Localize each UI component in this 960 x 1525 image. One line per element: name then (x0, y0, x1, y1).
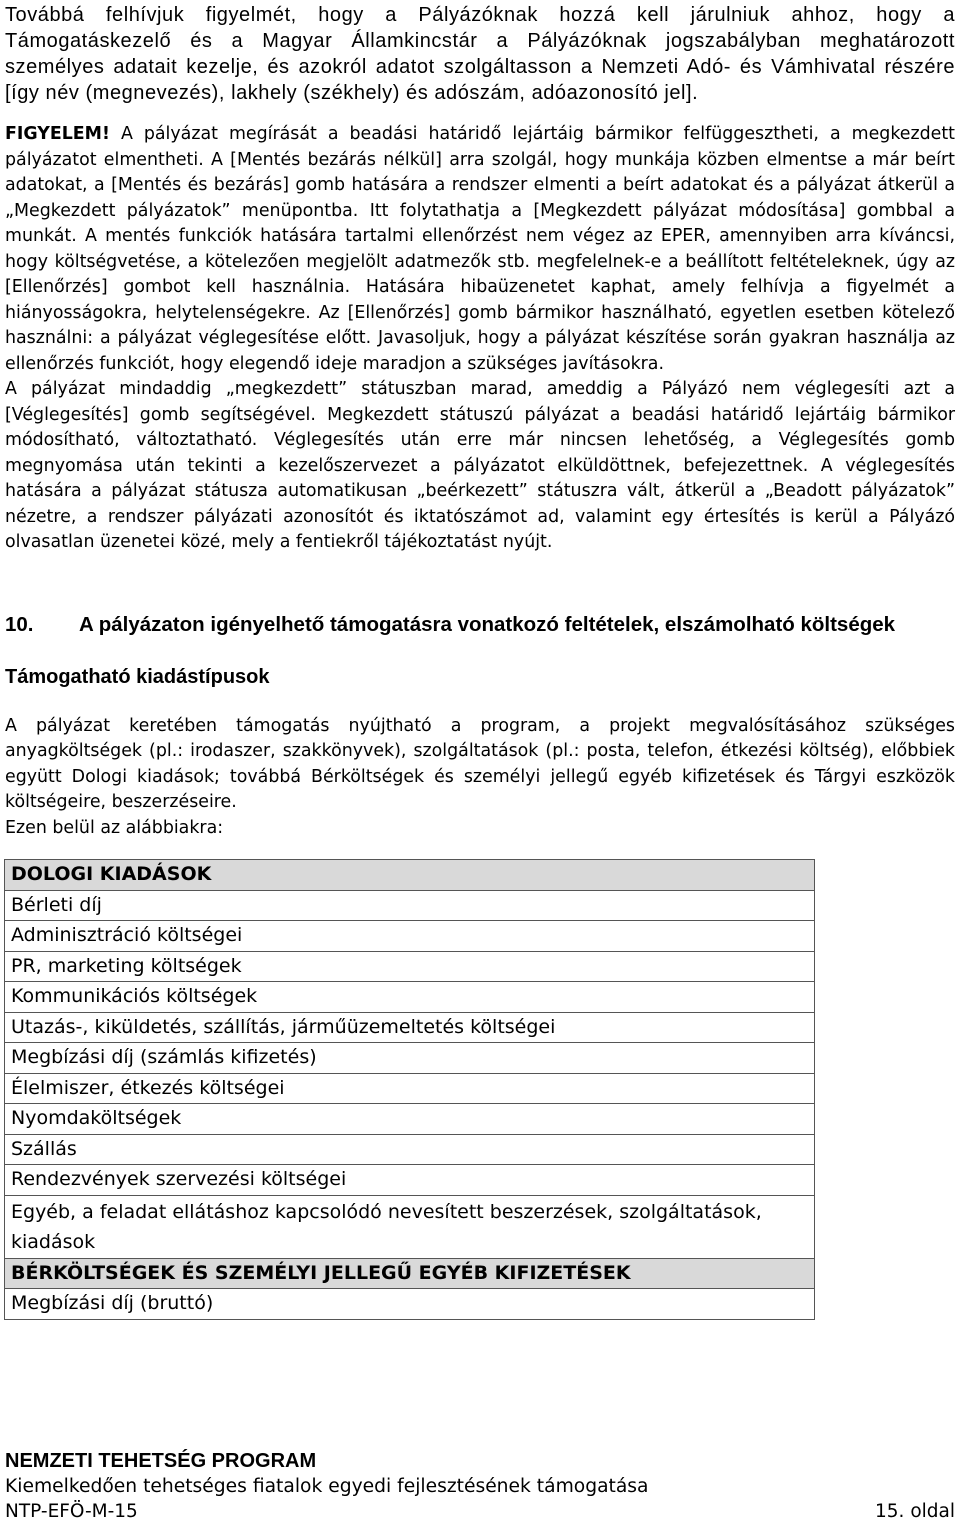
intro-followup: Ezen belül az alábbiakra: (5, 817, 224, 838)
category-item-cell: Utazás-, kiküldetés, szállítás, járműüzemeltetés költségei (5, 1012, 815, 1043)
category-item-cell: Szállás (5, 1134, 815, 1165)
table-row (5, 1012, 815, 1043)
category-item-cell: Adminisztráció költségei (5, 921, 815, 952)
table-header-row (5, 860, 815, 891)
status-paragraph: A pályázat mindaddig „megkezdett” státuszban marad, ameddig a Pályázó nem véglegesíti azt a [Véglegesítés] gomb segítségével. Megkezdett státuszú pályázat a beadási határidő lejártáig bármikor módosítható, változtatható. Véglegesítés után erre már nincsen lehetőség, a Véglegesítés gomb megnyomása után tekinti a kezelőszervezet a pályázatot elküldöttnek, befejezettnek. A véglegesítés hatására a pályázat státusza automatikusan „beérkezett” státuszra vált, átkerül a „Beadott pályázatok” nézetre, a rendszer pályázati azonosítót és iktatószámot ad, valamint egy értesítés is kerül a Pályázó olvasatlan üzenetei közé, mely a fentiekről tájékoztatást nyújt. (5, 379, 955, 552)
category-header-cell: BÉRKÖLTSÉGEK ÉS SZEMÉLYI JELLEGŰ EGYÉB KIFIZETÉSEK (5, 1258, 815, 1289)
footer-page-number: 15. oldal (875, 1501, 955, 1522)
footer-code: NTP-EFÖ-M-15 (5, 1501, 138, 1522)
category-item-cell: Bérleti díj (5, 890, 815, 921)
footer-program: NEMZETI TEHETSÉG PROGRAM (5, 1450, 317, 1472)
category-item-cell: Kommunikációs költségek (5, 982, 815, 1013)
table-row (5, 1043, 815, 1074)
footer-bottom-line (5, 1499, 955, 1524)
consent-paragraph: Továbbá felhívjuk figyelmét, hogy a Pályázóknak hozzá kell járulniuk ahhoz, hogy a Támogatáskezelő és a Magyar Államkincstár a Pályázóknak jogszabályban meghatározott személyes adatait kezelje, és azokról adatot szolgáltasson a Nemzeti Adó- és Vámhivatal részére [így név (megnevezés), lakhely (székhely) és adószám, adóazonosító jel]. (5, 4, 955, 104)
section-title: A pályázaton igényelhető támogatásra vonatkozó feltételek, elszámolható költségek (79, 612, 896, 636)
footer-subtitle: Kiemelkedően tehetséges fiatalok egyedi fejlesztésének támogatása (5, 1476, 649, 1497)
table-row (5, 1165, 815, 1196)
section-number: 10. (5, 612, 34, 636)
category-header-cell: DOLOGI KIADÁSOK (5, 860, 815, 891)
intro-paragraph: A pályázat keretében támogatás nyújtható a program, a projekt megvalósításához szükséges anyagköltségek (pl.: irodaszer, szakkönyvek), szolgáltatások (pl.: posta, telefon, étkezési költség), előbbiek együtt Dologi kiadások; továbbá Bérköltségek és személyi jellegű egyéb kifizetések és Tárgyi eszközök költségeire, beszerzéseire. (5, 715, 955, 812)
table-row (5, 1134, 815, 1165)
category-item-cell: Rendezvények szervezési költségei (5, 1165, 815, 1196)
warning-label: FIGYELEM! (5, 124, 110, 144)
table-row (5, 951, 815, 982)
expense-category-table (4, 859, 815, 1320)
section-heading (5, 612, 955, 638)
table-row (5, 1289, 815, 1320)
warning-paragraph (5, 122, 955, 377)
page-footer (5, 1449, 955, 1524)
subheading: Támogatható kiadástípusok (5, 665, 270, 688)
table-row (5, 1195, 815, 1258)
category-item-cell: Nyomdaköltségek (5, 1104, 815, 1135)
table-row (5, 890, 815, 921)
table-row (5, 982, 815, 1013)
warning-text: A pályázat megírását a beadási határidő lejártáig bármikor felfüggesztheti, a megkezdett pályázatot elmentheti. A [Mentés bezárás nélkül] arra szolgál, hogy munkája közben elmentse a már beírt adatokat, a [Mentés és bezárás] gomb hatására a rendszer elmenti a beírt adatokat és a pályázat átkerül a „Megkezdett pályázatok” menüpontba. Itt folytathatja a [Megkezdett pályázat módosítása] gombbal a munkát. A mentés funkciók hatására tartalmi ellenőrzést nem végez az EPER, amennyiben arra kíváncsi, hogy költségvetése, a kötelezően megjelölt adatmezők stb. megfelelnek-e a beállított feltételeknek, úgy az [Ellenőrzés] gombot kell használnia. Hatására hibaüzenetet kaphat, amely felhívja a figyelmét a hiányosságokra, helytelenségekre. Az [Ellenőrzés] gomb bármikor használható, egyetlen esetben kötelező használni: a pályázat véglegesítése előtt. Javasoljuk, hogy a pályázat készítése során gyakran használja az ellenőrzés funkciót, hogy elegendő ideje maradjon a szükséges javításokra. (5, 124, 955, 374)
category-item-cell: PR, marketing költségek (5, 951, 815, 982)
table-header-row (5, 1258, 815, 1289)
category-item-cell: Megbízási díj (bruttó) (5, 1289, 815, 1320)
table-row (5, 921, 815, 952)
document-page (5, 0, 955, 1320)
category-item-cell: Élelmiszer, étkezés költségei (5, 1073, 815, 1104)
table-row (5, 1104, 815, 1135)
table-row (5, 1073, 815, 1104)
category-item-cell: Egyéb, a feladat ellátáshoz kapcsolódó nevesített beszerzések, szolgáltatások, kiadások (5, 1195, 815, 1258)
category-item-cell: Megbízási díj (számlás kifizetés) (5, 1043, 815, 1074)
